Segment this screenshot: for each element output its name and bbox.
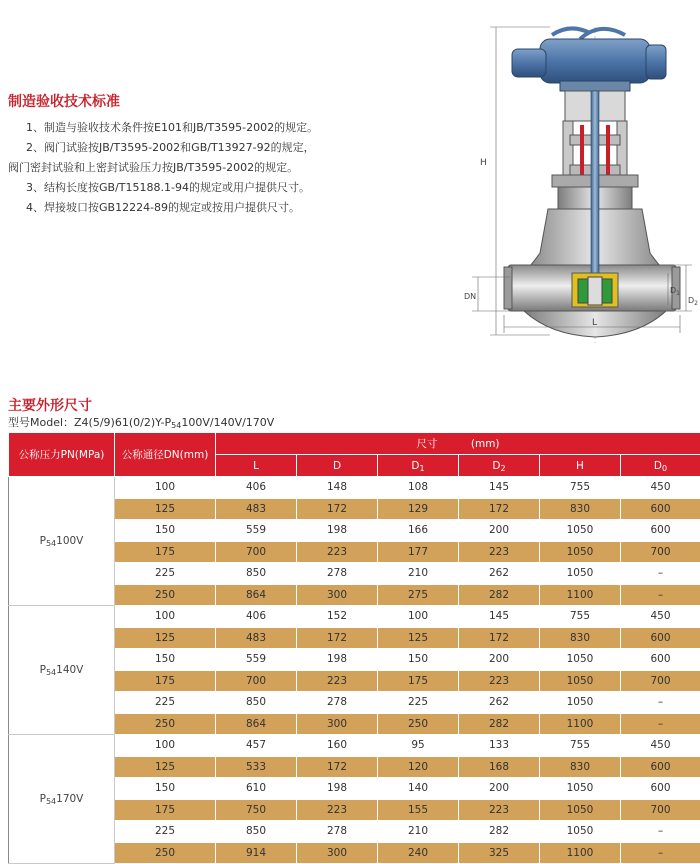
- dimension-cell: 1050: [540, 541, 621, 563]
- header-col: $D_0$: [621, 455, 700, 477]
- dimension-cell: 406: [216, 606, 297, 628]
- label-h: H: [480, 158, 487, 168]
- label-d1: $D_1$: [670, 286, 680, 297]
- dimension-cell: 278: [297, 563, 378, 585]
- dimension-cell: 914: [216, 842, 297, 864]
- dimension-cell: 198: [297, 778, 378, 800]
- dimension-cell: 250: [378, 713, 459, 735]
- diameter-cell: 225: [115, 821, 216, 843]
- dimension-cell: 559: [216, 520, 297, 542]
- dimension-cell: 700: [621, 541, 700, 563]
- label-l: L: [592, 318, 597, 328]
- dimension-cell: 450: [621, 735, 700, 757]
- dimension-cell: 120: [378, 756, 459, 778]
- dimension-cell: 325: [459, 842, 540, 864]
- dimension-cell: 1050: [540, 670, 621, 692]
- dimension-cell: 300: [297, 713, 378, 735]
- standards-item: 2、阀门试验按JB/T3595-2002和GB/T13927-92的规定，: [8, 138, 408, 158]
- standards-list: [8, 118, 408, 218]
- diameter-cell: 125: [115, 498, 216, 520]
- dimension-cell: 750: [216, 799, 297, 821]
- header-diameter: 公称通径DN(mm): [115, 433, 216, 477]
- dimension-cell: –: [621, 692, 700, 714]
- dimension-cell: 172: [459, 498, 540, 520]
- dimension-cell: 600: [621, 498, 700, 520]
- dimension-cell: 200: [459, 649, 540, 671]
- dimension-cell: 1050: [540, 692, 621, 714]
- dimension-cell: 700: [621, 670, 700, 692]
- header-col: $D_2$: [459, 455, 540, 477]
- dimension-cell: 172: [297, 627, 378, 649]
- dimension-cell: 864: [216, 713, 297, 735]
- header-col: H: [540, 455, 621, 477]
- dimension-cell: –: [621, 821, 700, 843]
- standards-title: 制造验收技术标准: [8, 91, 120, 111]
- diameter-cell: 250: [115, 713, 216, 735]
- dimension-cell: 200: [459, 520, 540, 542]
- dimension-cell: 850: [216, 692, 297, 714]
- dimension-cell: 282: [459, 713, 540, 735]
- dimension-cell: 223: [297, 541, 378, 563]
- dimension-cell: 175: [378, 670, 459, 692]
- dimension-cell: 278: [297, 821, 378, 843]
- diameter-cell: 250: [115, 584, 216, 606]
- diameter-cell: 100: [115, 606, 216, 628]
- dimension-cell: 830: [540, 756, 621, 778]
- dimension-cell: 610: [216, 778, 297, 800]
- dimension-cell: 483: [216, 498, 297, 520]
- dimension-cell: 223: [459, 670, 540, 692]
- dimension-cell: 600: [621, 756, 700, 778]
- dimension-cell: 168: [459, 756, 540, 778]
- dimension-cell: 210: [378, 563, 459, 585]
- dimensions-title: 主要外形尺寸: [8, 395, 92, 415]
- dimension-cell: 148: [297, 477, 378, 499]
- dimension-cell: 133: [459, 735, 540, 757]
- dimension-cell: 210: [378, 821, 459, 843]
- pressure-group-label: $P_{54}100V$: [9, 477, 115, 606]
- dimension-cell: 850: [216, 563, 297, 585]
- dimension-cell: 225: [378, 692, 459, 714]
- dimension-cell: 223: [297, 799, 378, 821]
- dimension-cell: 600: [621, 520, 700, 542]
- dimension-cell: 223: [459, 541, 540, 563]
- dimension-cell: 160: [297, 735, 378, 757]
- diameter-cell: 100: [115, 735, 216, 757]
- dimension-cell: 100: [378, 606, 459, 628]
- dimension-cell: 95: [378, 735, 459, 757]
- diameter-cell: 250: [115, 842, 216, 864]
- dimension-cell: –: [621, 842, 700, 864]
- dimension-cell: 1050: [540, 563, 621, 585]
- valve-stem: [591, 91, 599, 281]
- dimensions-table: [8, 432, 700, 864]
- dimension-cell: 166: [378, 520, 459, 542]
- dimension-cell: –: [621, 584, 700, 606]
- dimension-cell: 223: [297, 670, 378, 692]
- dimension-cell: 129: [378, 498, 459, 520]
- dimension-cell: 108: [378, 477, 459, 499]
- table-body: [9, 477, 700, 864]
- table-header-row: [9, 433, 700, 455]
- table-row: [9, 477, 700, 499]
- dimension-cell: 850: [216, 821, 297, 843]
- dimension-cell: 864: [216, 584, 297, 606]
- dimension-cell: 172: [459, 627, 540, 649]
- dimension-cell: 198: [297, 520, 378, 542]
- dimension-cell: 457: [216, 735, 297, 757]
- dimension-cell: 1050: [540, 520, 621, 542]
- dimension-cell: –: [621, 713, 700, 735]
- dimension-cell: 755: [540, 735, 621, 757]
- pressure-group-label: $P_{54}140V$: [9, 606, 115, 735]
- dimension-cell: 177: [378, 541, 459, 563]
- dimension-cell: 450: [621, 606, 700, 628]
- diameter-cell: 125: [115, 756, 216, 778]
- dimension-cell: 1050: [540, 778, 621, 800]
- diameter-cell: 175: [115, 670, 216, 692]
- diameter-cell: 150: [115, 778, 216, 800]
- dimension-cell: 172: [297, 498, 378, 520]
- dimension-cell: 262: [459, 692, 540, 714]
- dimension-cell: 152: [297, 606, 378, 628]
- dimension-cell: 140: [378, 778, 459, 800]
- dimension-cell: 755: [540, 477, 621, 499]
- dimension-cell: 1100: [540, 584, 621, 606]
- header-size-group: 尺寸 (mm): [216, 433, 700, 455]
- dimension-cell: 1050: [540, 799, 621, 821]
- dimension-cell: 600: [621, 627, 700, 649]
- dimension-cell: –: [621, 563, 700, 585]
- table-row: [9, 735, 700, 757]
- dimension-cell: 125: [378, 627, 459, 649]
- dimension-cell: 278: [297, 692, 378, 714]
- header-col: L: [216, 455, 297, 477]
- dimension-cell: 450: [621, 477, 700, 499]
- dimension-cell: 223: [459, 799, 540, 821]
- model-line: 型号Model：$Z4(5/9)61(0/2)Y-P_{54}100V/140V/170V$: [8, 414, 274, 430]
- header-col: D: [297, 455, 378, 477]
- dimension-cell: 198: [297, 649, 378, 671]
- dimension-cell: 172: [297, 756, 378, 778]
- gate-valve-drawing: [420, 15, 700, 345]
- dimension-cell: 1100: [540, 713, 621, 735]
- dimension-cell: 240: [378, 842, 459, 864]
- dimension-cell: 145: [459, 606, 540, 628]
- actuator: [512, 28, 666, 91]
- dimension-cell: 1100: [540, 842, 621, 864]
- dimension-cell: 282: [459, 821, 540, 843]
- dimension-cell: 483: [216, 627, 297, 649]
- diameter-cell: 175: [115, 799, 216, 821]
- dimension-cell: 533: [216, 756, 297, 778]
- header-pressure: 公称压力PN(MPa): [9, 433, 115, 477]
- diameter-cell: 225: [115, 563, 216, 585]
- dimension-cell: 559: [216, 649, 297, 671]
- label-dn: DN: [464, 292, 476, 301]
- header-col: $D_1$: [378, 455, 459, 477]
- dimension-cell: 200: [459, 778, 540, 800]
- dimension-cell: 600: [621, 778, 700, 800]
- dimension-cell: 145: [459, 477, 540, 499]
- diameter-cell: 175: [115, 541, 216, 563]
- dimension-cell: 300: [297, 584, 378, 606]
- dimension-cell: 155: [378, 799, 459, 821]
- diameter-cell: 150: [115, 520, 216, 542]
- dimension-cell: 1050: [540, 649, 621, 671]
- dimension-cell: 830: [540, 498, 621, 520]
- dimension-cell: 300: [297, 842, 378, 864]
- table-row: [9, 606, 700, 628]
- dimension-cell: 755: [540, 606, 621, 628]
- diameter-cell: 150: [115, 649, 216, 671]
- dimension-cell: 830: [540, 627, 621, 649]
- dimension-cell: 262: [459, 563, 540, 585]
- diameter-cell: 125: [115, 627, 216, 649]
- dimension-cell: 600: [621, 649, 700, 671]
- dimension-cell: 1050: [540, 821, 621, 843]
- standards-item: 1、制造与验收技术条件按E101和JB/T3595-2002的规定。: [8, 118, 408, 138]
- dimension-cell: 700: [621, 799, 700, 821]
- label-d2: $D_2$: [688, 296, 698, 307]
- standards-item: 4、焊接坡口按GB12224-89的规定或按用户提供尺寸。: [8, 198, 408, 218]
- dimension-cell: 282: [459, 584, 540, 606]
- dimension-cell: 150: [378, 649, 459, 671]
- dimension-cell: 700: [216, 670, 297, 692]
- gate-wedge: [572, 273, 618, 307]
- pressure-group-label: $P_{54}170V$: [9, 735, 115, 864]
- dimension-cell: 275: [378, 584, 459, 606]
- diameter-cell: 225: [115, 692, 216, 714]
- diameter-cell: 100: [115, 477, 216, 499]
- dimension-cell: 406: [216, 477, 297, 499]
- standards-item: 3、结构长度按GB/T15188.1-94的规定或用户提供尺寸。: [8, 178, 408, 198]
- standards-item: 阀门密封试验和上密封试验压力按JB/T3595-2002的规定。: [8, 158, 408, 178]
- dimension-cell: 700: [216, 541, 297, 563]
